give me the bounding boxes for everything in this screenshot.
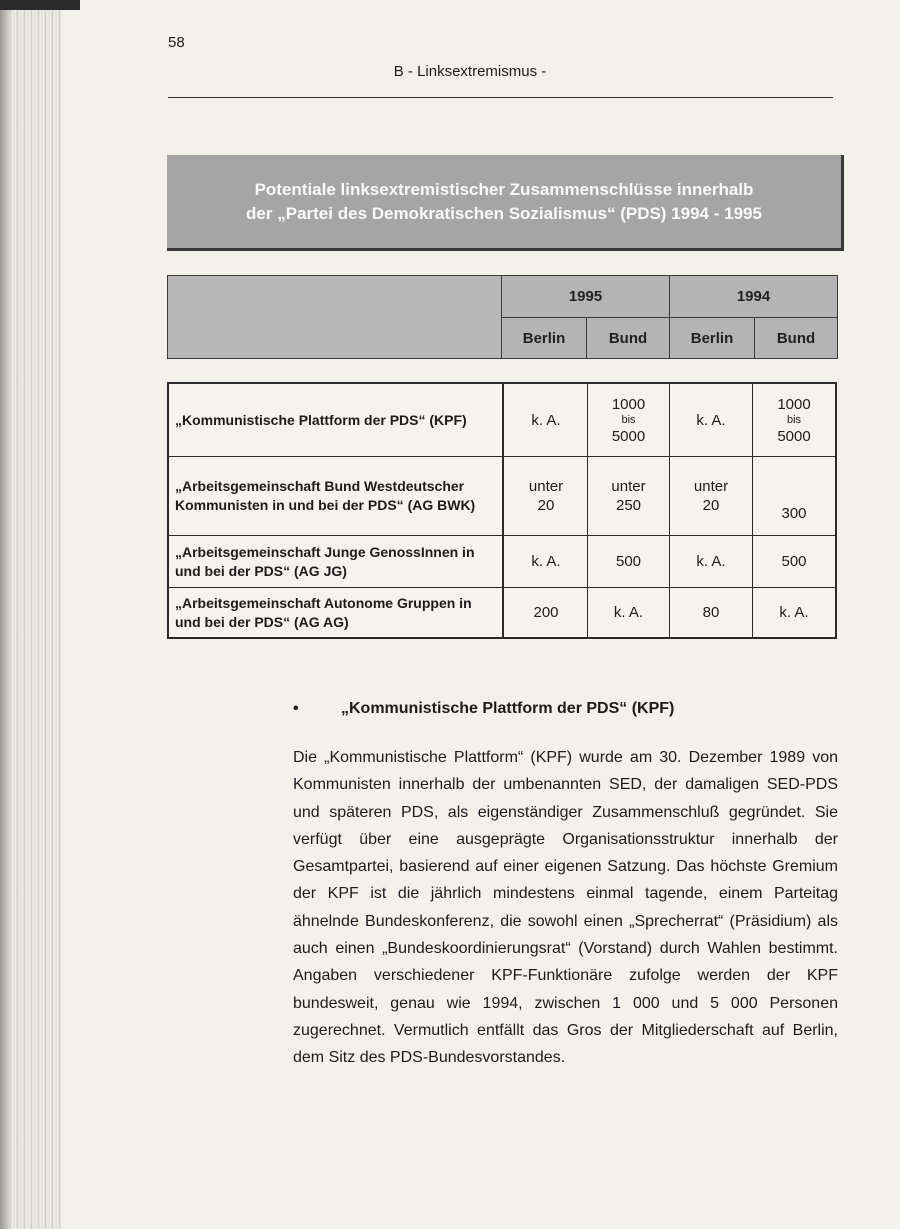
row-label: „Arbeitsgemeinschaft Bund Westdeutscher Kommunisten in und bei der PDS“ (AG BWK) [169,457,504,535]
cell-value-line-2: 20 [537,497,555,514]
section-heading [293,700,674,718]
table-row [169,384,835,457]
cell-value-from: 1000 [611,395,646,413]
data-table [167,382,837,639]
table-row [169,536,835,588]
bullet-icon: • [293,700,299,717]
cell-bund-1995 [588,384,669,456]
cell-bund-1995: k. A. [613,604,644,621]
section-heading-text: „Kommunistische Plattform der PDS“ (KPF) [341,700,675,717]
row-label: „Arbeitsgemeinschaft Junge GenossInnen in und bei der PDS“ (AG JG) [169,536,504,587]
cell-value-line-1: unter [528,478,564,495]
cell-value-line-1: unter [693,478,729,495]
row-label: „Kommunistische Plattform der PDS“ (KPF) [169,384,504,456]
subheader-bund-1994: Bund [776,329,816,347]
cell-berlin-1994: k. A. [696,553,726,570]
cell-value-bis: bis [621,413,636,426]
cell-berlin-1994: 80 [702,604,720,621]
cell-bund-1995 [588,457,669,535]
cell-value-bis: bis [786,413,802,426]
table-title-line-1: Potentiale linksextremistischer Zusammenschlüsse innerhalb [254,179,754,199]
subheader-berlin-1994: Berlin [690,329,734,347]
year-header-1995: 1995 [568,288,603,305]
table-row [169,457,835,536]
cell-berlin-1995: k. A. [531,411,561,429]
cell-bund-1994: 300 [781,505,807,522]
cell-berlin-1995: 200 [533,604,559,621]
table-title-box [167,155,844,251]
cell-value-to: 5000 [611,427,646,445]
cell-bund-1994: k. A. [779,604,809,621]
cell-berlin-1995 [505,457,587,535]
cell-bund-1994: 500 [781,553,807,570]
cell-value-line-2: 20 [702,497,720,514]
year-header-1994: 1994 [736,288,771,305]
body-paragraph: Die „Kommunistische Plattform“ (KPF) wurde am 30. Dezember 1989 von Kommunisten innerhalb der umbenannten SED, der damaligen SED-PDS und späteren PDS, als eigenständiger Zusammenschluß gegründet. Sie verfügt über eine ausgeprägte Organisationsstruktur innerhalb der Gesamtpartei, basierend auf einer eigenen Satzung. Das höchste Gremium der KPF ist die jährlich mindestens einmal tagende, einem Parteitag ähnelnde Bundeskonferenz, die sowohl einen „Sprecherrat“ (Präsidium) als auch einen „Bundeskoordinierungsrat“ (Vorstand) durch Wahlen bestimmt. Angaben verschiedener KPF-Funktionäre zufolge werden der KPF bundesweit, genau wie 1994, zwischen 1 000 und 5 000 Personen zugerechnet. Vermutlich entfällt das Gros der Mitgliederschaft auf Berlin, dem Sitz des PDS-Bundesvorstandes. [293,749,838,1067]
subheader-bund-1995: Bund [608,329,648,347]
cell-berlin-1995: k. A. [531,553,561,570]
table-row [169,588,835,637]
cell-berlin-1994 [670,457,752,535]
header-rule [168,97,833,98]
cell-bund-1995: 500 [615,553,642,570]
cell-bund-1994 [753,384,835,456]
running-head: B - Linksextremismus - [393,63,547,80]
page-number: 58 [168,34,185,51]
cell-value-line-2: 250 [615,497,642,514]
book-page-edges [0,0,62,1229]
table-column-header [167,275,838,359]
cell-berlin-1994: k. A. [696,411,726,429]
cell-value-line-1: unter [611,478,646,495]
table-title-line-2: der „Partei des Demokratischen Sozialismus“ (PDS) 1994 - 1995 [246,203,762,223]
cell-value-from: 1000 [777,395,811,413]
header-blank-cell [168,276,501,358]
row-label: „Arbeitsgemeinschaft Autonome Gruppen in und bei der PDS“ (AG AG) [169,588,504,637]
scan-corner-mark [0,0,80,10]
cell-value-to: 5000 [777,427,811,445]
subheader-berlin-1995: Berlin [522,329,566,347]
